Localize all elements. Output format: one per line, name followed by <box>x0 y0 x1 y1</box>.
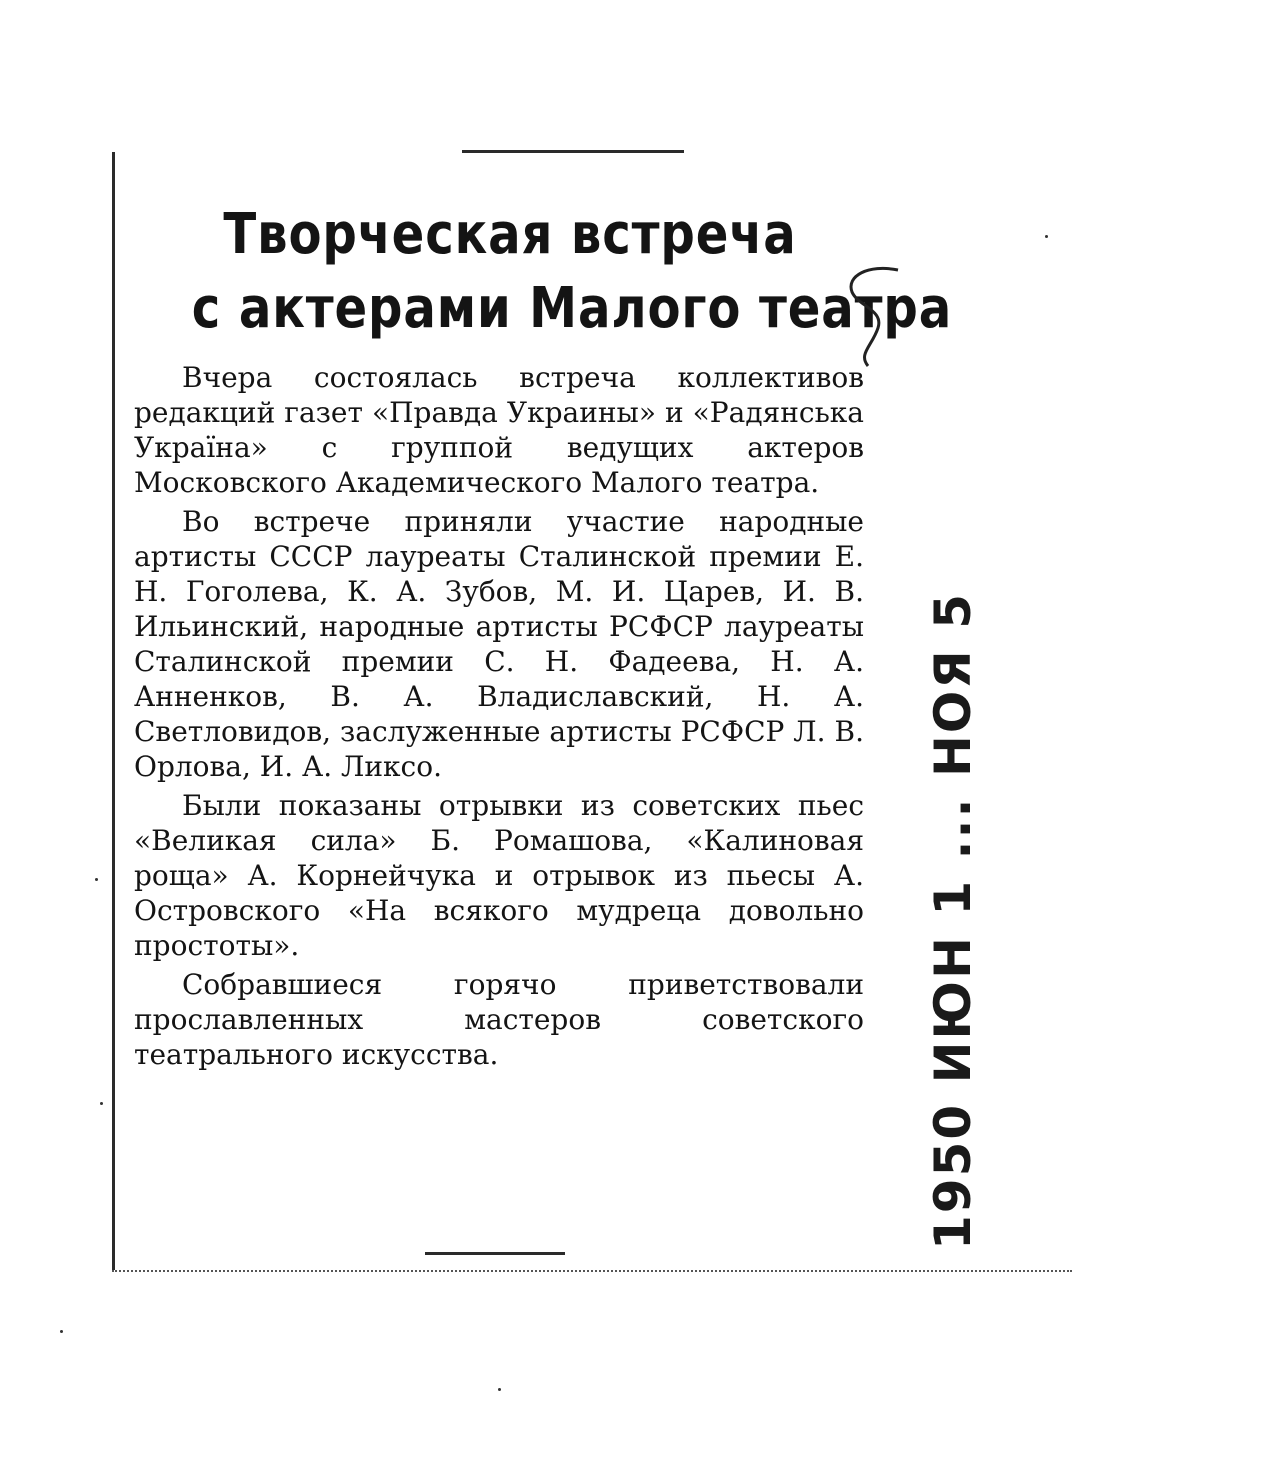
headline-line-2: с актерами Малого театра <box>191 276 953 341</box>
print-speck <box>1045 235 1048 238</box>
article-body <box>134 360 864 1076</box>
top-divider <box>462 150 684 153</box>
bottom-divider <box>425 1252 565 1255</box>
date-stamp <box>868 250 982 1250</box>
print-speck <box>95 878 98 881</box>
headline-line-1: Творческая встреча <box>223 202 797 267</box>
article-headline <box>191 198 953 346</box>
paragraph-2: Во встрече приняли участие народные артисты СССР лауреаты Сталинской премии Е. Н. Гоголева, К. А. Зубов, М. И. Царев, И. В. Ильинский, народные артисты РСФСР лауреаты Сталинской премии С. Н. Фадеева, Н. А. Анненков, В. А. Владиславский, Н. А. Светловидов, заслуженные артисты РСФСР Л. В. Орлова, И. А. Ликсо. <box>134 505 864 783</box>
clipping-left-edge <box>112 152 115 1270</box>
date-stamp-text: 1950 ИЮН 1 ... НОЯ 5 <box>924 592 982 1250</box>
print-speck <box>498 1388 501 1391</box>
print-speck <box>100 1102 103 1105</box>
print-speck <box>60 1330 63 1333</box>
paragraph-3: Были показаны отрывки из советских пьес «Великая сила» Б. Ромашова, «Калиновая роща» А. Корнейчука и отрывок из пьесы А. Островского «На всякого мудреца довольно простоты». <box>134 789 864 962</box>
paragraph-4: Собравшиеся горячо приветствовали прославленных мастеров советского театрального искусства. <box>134 968 864 1071</box>
clipping-bottom-edge <box>112 1268 1072 1272</box>
paragraph-1: Вчера состоялась встреча коллективов редакций газет «Правда Украины» и «Радянська Україна» с группой ведущих актеров Московского Академического Малого театра. <box>134 361 864 499</box>
